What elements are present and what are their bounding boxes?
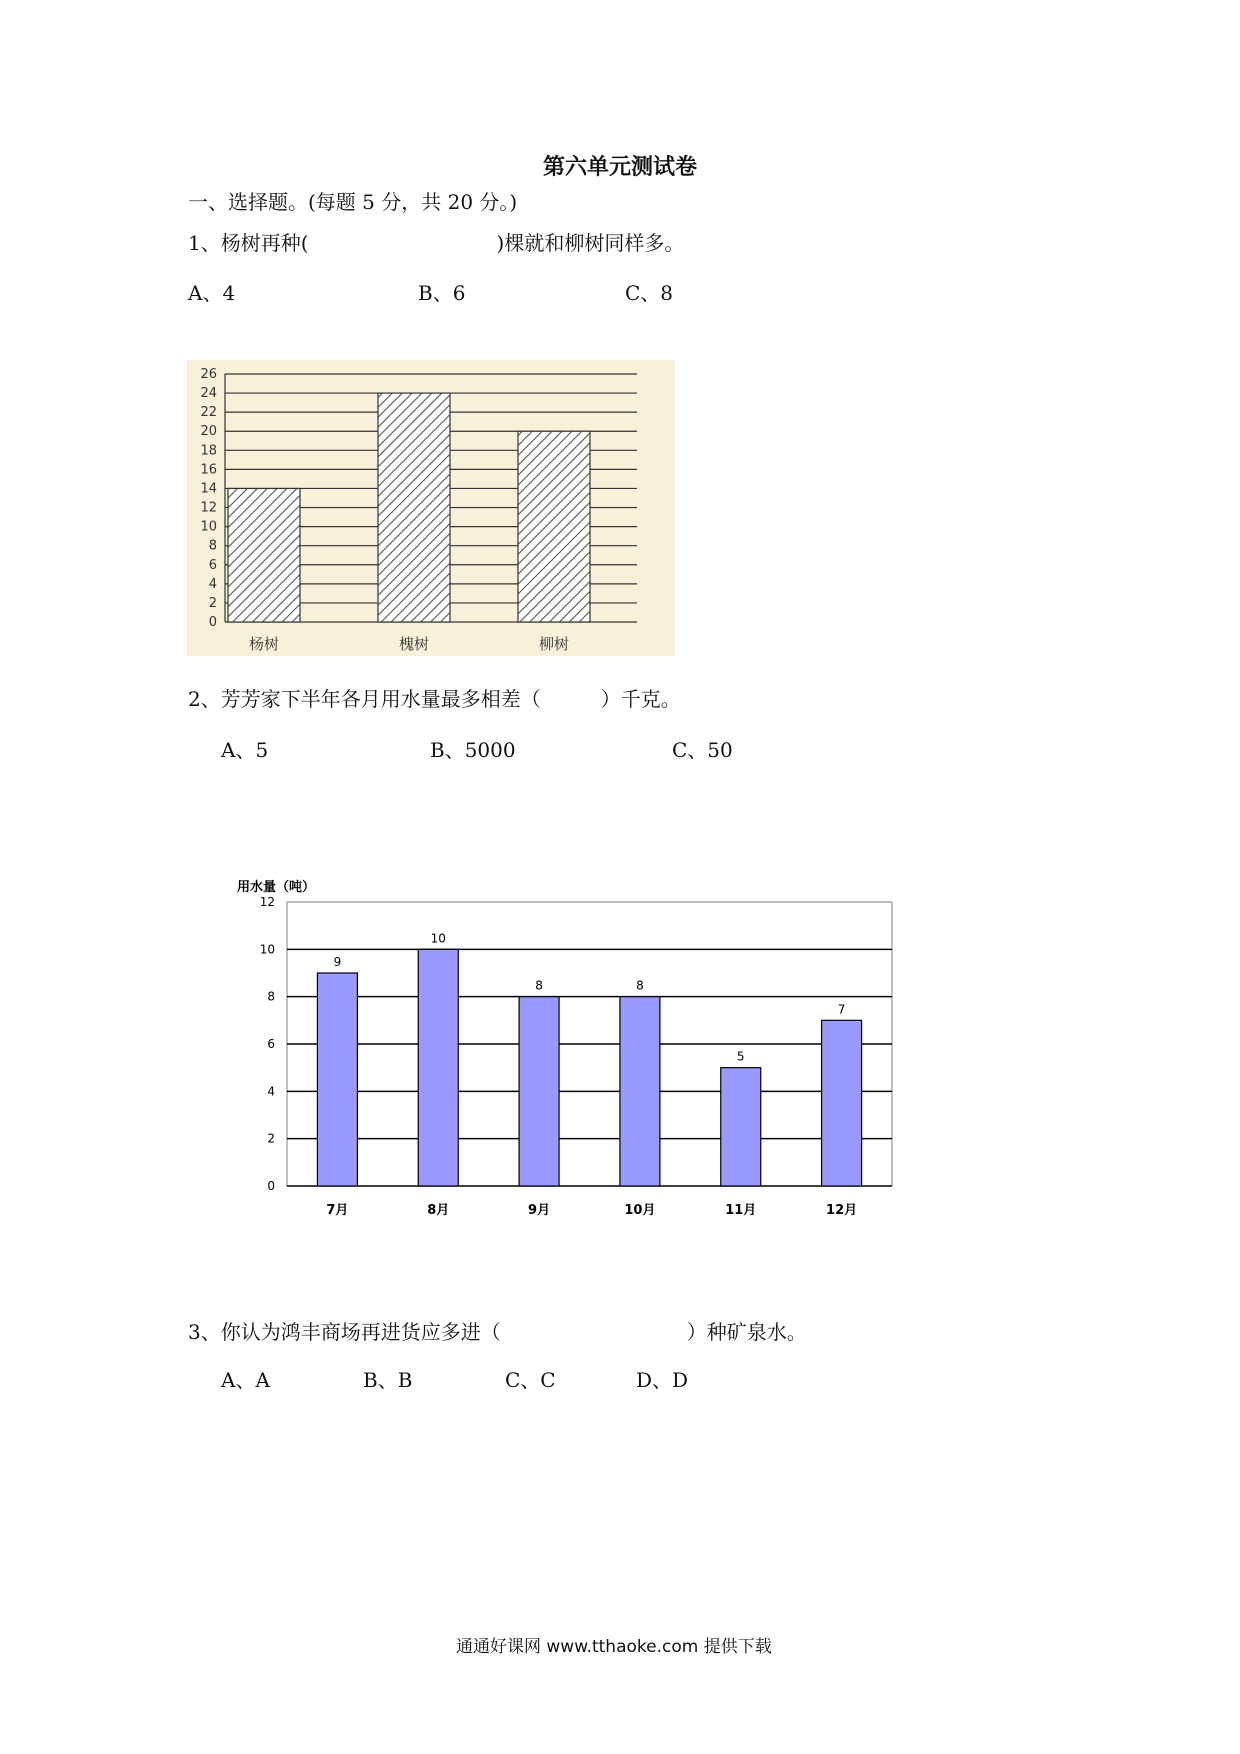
q3-option-a[interactable]: A、A bbox=[221, 1368, 270, 1392]
question-2-stem-after: ）千克。 bbox=[600, 687, 681, 711]
chart1-y-tick-label: 6 bbox=[208, 557, 217, 573]
chart2-x-tick-label: 12月 bbox=[826, 1203, 858, 1218]
chart2-y-tick-label: 8 bbox=[267, 989, 275, 1004]
chart2-y-tick-label: 10 bbox=[259, 942, 275, 957]
water-usage-chart bbox=[232, 870, 902, 1220]
q3-option-c[interactable]: C、C bbox=[505, 1368, 556, 1392]
chart2-data-label: 9 bbox=[333, 955, 342, 969]
question-2-stem bbox=[188, 683, 681, 712]
question-2-stem-before: 2、芳芳家下半年各月用水量最多相差（ bbox=[188, 687, 541, 711]
chart2-bar bbox=[822, 1020, 862, 1186]
chart1-bar bbox=[228, 488, 300, 622]
chart1-y-tick-label: 0 bbox=[208, 615, 217, 630]
chart2-data-label: 8 bbox=[636, 978, 644, 993]
chart2-x-tick-label: 11月 bbox=[725, 1203, 757, 1218]
question-1-stem-after: )棵就和柳树同样多。 bbox=[496, 231, 685, 255]
question-3-stem-after: ）种矿泉水。 bbox=[686, 1320, 807, 1344]
chart2-y-tick-label: 4 bbox=[267, 1084, 275, 1099]
chart1-y-tick-label: 14 bbox=[200, 481, 217, 497]
chart2-data-label: 10 bbox=[430, 931, 446, 946]
chart1-bar bbox=[378, 393, 450, 622]
chart1-y-tick-label: 24 bbox=[200, 386, 217, 402]
q2-option-a[interactable]: A、5 bbox=[221, 738, 269, 762]
chart1-y-tick-label: 16 bbox=[200, 462, 217, 478]
chart1-y-tick-label: 8 bbox=[208, 538, 217, 554]
chart2-bar bbox=[721, 1068, 761, 1186]
chart2-y-tick-label: 2 bbox=[267, 1131, 275, 1146]
chart2-x-tick-label: 7月 bbox=[326, 1203, 349, 1218]
chart2-bar bbox=[317, 973, 357, 1186]
chart2-bar bbox=[418, 949, 458, 1186]
chart1-y-tick-label: 4 bbox=[208, 576, 217, 592]
chart2-bar bbox=[519, 997, 559, 1186]
question-3-stem bbox=[188, 1316, 807, 1345]
chart1-x-tick-label: 杨树 bbox=[248, 635, 280, 653]
chart1-bar bbox=[518, 431, 590, 622]
section-heading: 一、选择题。(每题 5 分，共 20 分。) bbox=[188, 190, 518, 214]
tree-bar-chart bbox=[187, 360, 675, 656]
chart1-y-tick-label: 20 bbox=[200, 424, 217, 440]
question-3-stem-before: 3、你认为鸿丰商场再进货应多进（ bbox=[188, 1320, 501, 1344]
footer-credit: 通通好课网 www.tthaoke.com 提供下载 bbox=[456, 1637, 772, 1657]
q1-option-b[interactable]: B、6 bbox=[418, 281, 466, 305]
q3-option-b[interactable]: B、B bbox=[363, 1368, 413, 1392]
q2-option-c[interactable]: C、50 bbox=[672, 738, 733, 762]
chart2-data-label: 5 bbox=[736, 1049, 745, 1064]
chart2-y-axis-title: 用水量（吨） bbox=[237, 880, 316, 895]
chart1-x-tick-label: 槐树 bbox=[398, 635, 430, 653]
chart2-y-tick-label: 6 bbox=[267, 1037, 275, 1051]
question-1-stem bbox=[188, 227, 684, 256]
q1-option-c[interactable]: C、8 bbox=[625, 281, 674, 305]
chart1-y-tick-label: 2 bbox=[208, 595, 217, 611]
chart2-y-tick-label: 12 bbox=[259, 895, 275, 909]
chart1-y-tick-label: 18 bbox=[200, 443, 217, 459]
q2-option-b[interactable]: B、5000 bbox=[430, 738, 516, 762]
chart2-data-label: 7 bbox=[837, 1002, 846, 1017]
chart1-x-tick-label: 柳树 bbox=[538, 635, 570, 653]
chart1-y-tick-label: 12 bbox=[200, 500, 217, 516]
chart2-x-tick-label: 9月 bbox=[528, 1203, 551, 1218]
chart1-y-tick-label: 22 bbox=[200, 405, 217, 421]
chart2-y-tick-label: 0 bbox=[267, 1179, 275, 1193]
q1-option-a[interactable]: A、4 bbox=[188, 281, 236, 305]
chart2-x-tick-label: 8月 bbox=[427, 1203, 450, 1218]
q3-option-d[interactable]: D、D bbox=[636, 1368, 689, 1392]
question-1-stem-before: 1、杨树再种( bbox=[188, 231, 309, 255]
chart1-y-tick-label: 10 bbox=[200, 519, 217, 535]
chart2-bar bbox=[620, 997, 660, 1186]
chart2-data-label: 8 bbox=[535, 978, 543, 993]
page-title: 第六单元测试卷 bbox=[543, 154, 698, 180]
chart1-y-tick-label: 26 bbox=[200, 367, 217, 382]
chart2-x-tick-label: 10月 bbox=[624, 1203, 656, 1218]
